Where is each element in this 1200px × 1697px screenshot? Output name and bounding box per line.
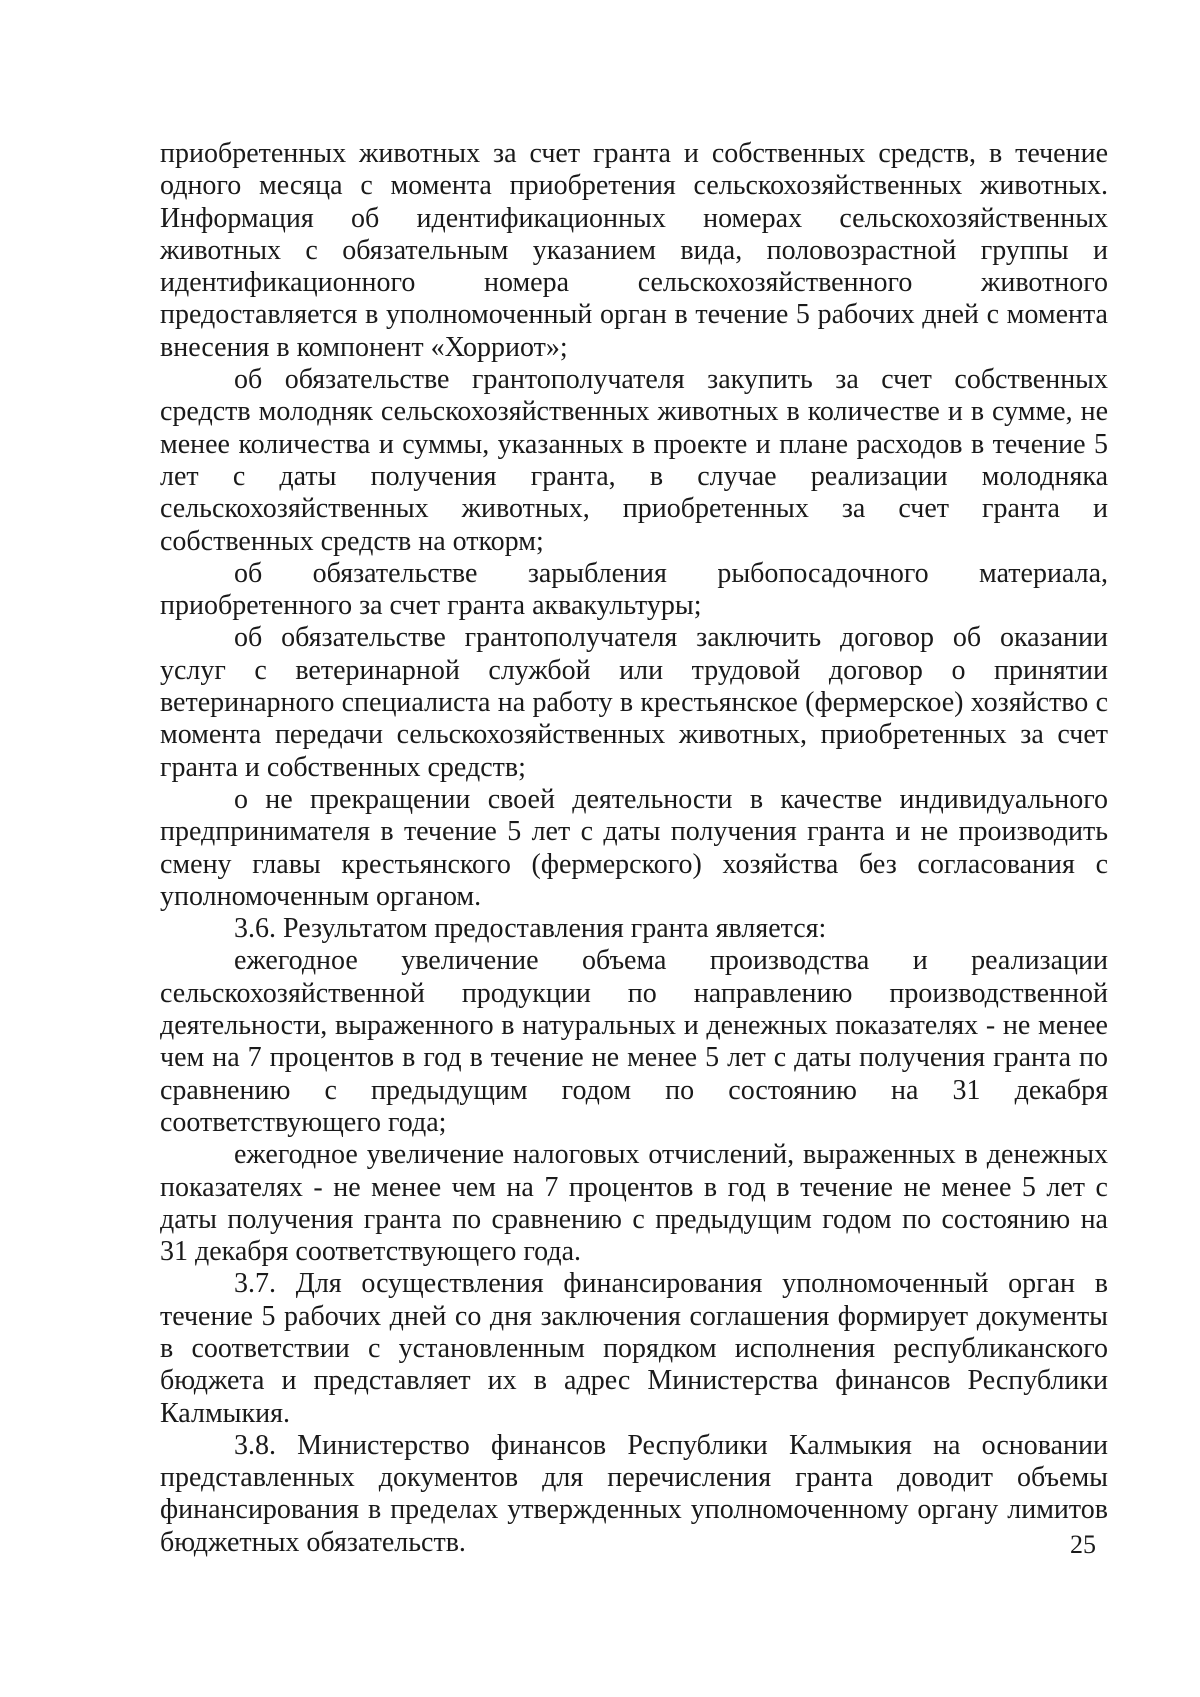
paragraph-3-8: 3.8. Министерство финансов Республики Калмыкия на основании представленных документов для перечисления гранта доводит объемы финансирования в пределах утвержденных уполномоченному органу лимитов бюджетных обязательств. bbox=[160, 1429, 1108, 1558]
paragraph-result-tax-growth: ежегодное увеличение налоговых отчислений, выраженных в денежных показателях - не менее чем на 7 процентов в год в течение не менее 5 лет с даты получения гранта по сравнению с предыдущим годом по состоянию на 31 декабря соответствующего года. bbox=[160, 1139, 1108, 1268]
paragraph-obligation-veterinary-contract: об обязательстве грантополучателя заключить договор об оказании услуг с ветеринарной службой или трудовой договор о принятии ветеринарного специалиста на работу в крестьянское (фермерское) хозяйство с момента передачи сельскохозяйственных животных, приобретенных за счет гранта и собственных средств; bbox=[160, 622, 1108, 783]
paragraph-obligation-purchase-young-stock: об обязательстве грантополучателя закупить за счет собственных средств молодняк сельскохозяйственных животных в количестве и в сумме, не менее количества и суммы, указанных в проекте и плане расходов в течение 5 лет с даты получения гранта, в случае реализации молодняка сельскохозяйственных животных, приобретенных за счет гранта и собственных средств на откорм; bbox=[160, 364, 1108, 557]
paragraph-3-7: 3.7. Для осуществления финансирования уполномоченный орган в течение 5 рабочих дней со дня заключения соглашения формирует документы в соответствии с установленным порядком исполнения республиканского бюджета и представляет их в адрес Министерства финансов Республики Калмыкия. bbox=[160, 1268, 1108, 1429]
document-body bbox=[160, 138, 1108, 1559]
paragraph-continuation: приобретенных животных за счет гранта и собственных средств, в течение одного месяца с момента приобретения сельскохозяйственных животных. Информация об идентификационных номерах сельскохозяйственных животных с обязательным указанием вида, половозрастной группы и идентификационного номера сельскохозяйственного животного предоставляется в уполномоченный орган в течение 5 рабочих дней с момента внесения в компонент «Хорриот»; bbox=[160, 138, 1108, 363]
paragraph-obligation-fish-stocking: об обязательстве зарыбления рыбопосадочного материала, приобретенного за счет гранта аквакультуры; bbox=[160, 557, 1108, 622]
paragraph-result-production-growth: ежегодное увеличение объема производства и реализации сельскохозяйственной продукции по направлению производственной деятельности, выраженного в натуральных и денежных показателях - не менее чем на 7 процентов в год в течение не менее 5 лет с даты получения гранта по сравнению с предыдущим годом по состоянию на 31 декабря соответствующего года; bbox=[160, 945, 1108, 1138]
page-number: 25 bbox=[1070, 1530, 1096, 1559]
paragraph-obligation-continue-activity: о не прекращении своей деятельности в качестве индивидуального предпринимателя в течение 5 лет с даты получения гранта и не производить смену главы крестьянского (фермерского) хозяйства без согласования с уполномоченным органом. bbox=[160, 783, 1108, 912]
paragraph-3-6-heading: 3.6. Результатом предоставления гранта является: bbox=[234, 913, 827, 945]
